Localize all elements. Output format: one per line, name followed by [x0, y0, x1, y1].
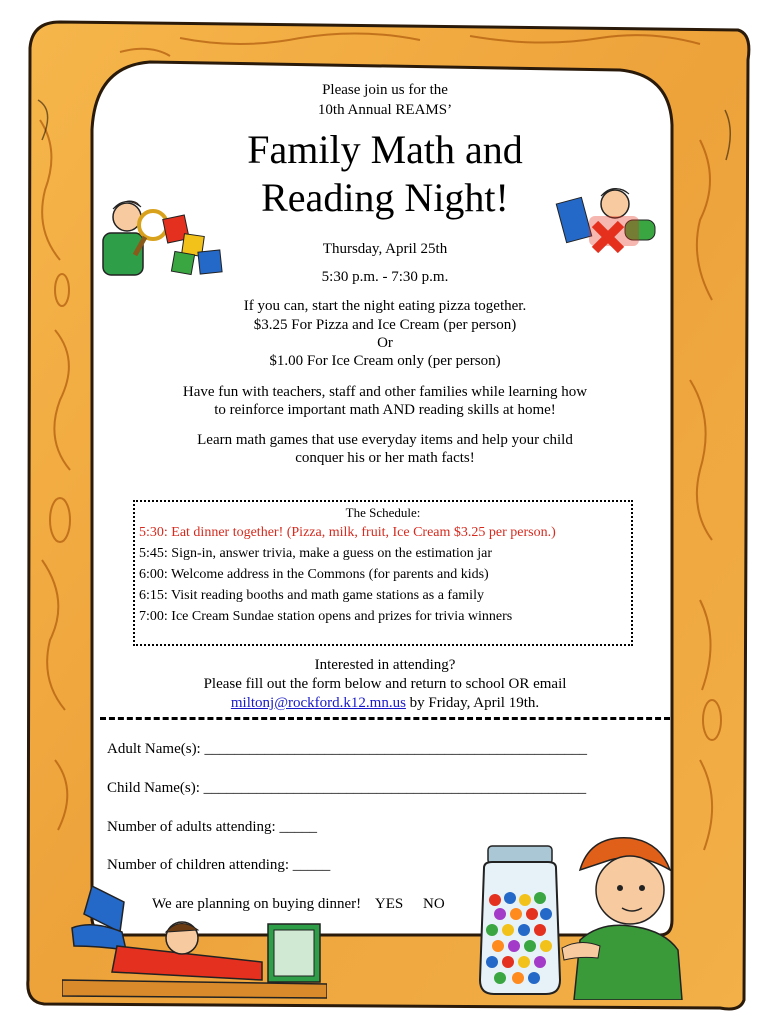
- rsvp-question: Interested in attending?: [314, 657, 456, 673]
- about-p2-line1: Learn math games that use everyday items and help your child: [197, 432, 573, 448]
- event-series: 10th Annual REAMS’: [317, 102, 453, 118]
- dinner-question: [152, 896, 445, 913]
- schedule-box: [133, 500, 633, 646]
- dinner-question-label: We are planning on buying dinner!: [152, 896, 362, 912]
- jellybean-jar-icon: [470, 840, 570, 1000]
- rsvp-email-line: [0, 694, 770, 713]
- boy-thinking-icon: [560, 830, 690, 1000]
- schedule-item: 7:00: Ice Cream Sundae station opens and prizes for trivia winners: [139, 609, 513, 624]
- event-date: Thursday, April 25th: [322, 241, 448, 257]
- about-p1-line1: Have fun with teachers, staff and other families while learning how: [182, 384, 588, 400]
- about-p2-line2: conquer his or her math facts!: [295, 450, 475, 466]
- yes-option[interactable]: YES: [374, 896, 404, 912]
- no-option[interactable]: NO: [423, 896, 445, 912]
- event-time: 5:30 p.m. - 7:30 p.m.: [321, 269, 449, 285]
- cut-line: [100, 717, 670, 720]
- adult-names-field[interactable]: Adult Name(s): ___________________________________________________: [107, 741, 587, 757]
- num-children-field[interactable]: Number of children attending: _____: [107, 857, 331, 873]
- event-title-line2: Reading Night!: [261, 175, 509, 220]
- schedule-item: 5:30: Eat dinner together! (Pizza, milk, fruit, Ice Cream $3.25 per person.): [139, 525, 556, 540]
- rsvp-deadline: by Friday, April 19th.: [405, 695, 540, 711]
- num-adults-field[interactable]: Number of adults attending: _____: [107, 819, 317, 835]
- email-link[interactable]: miltonj@rockford.k12.mn.us: [230, 695, 406, 711]
- schedule-item: 6:00: Welcome address in the Commons (for parents and kids): [139, 567, 489, 582]
- child-names-field[interactable]: Child Name(s): ___________________________________________________: [107, 780, 587, 796]
- pricing-pizza: $3.25 For Pizza and Ice Cream (per person): [253, 317, 517, 333]
- schedule-item: 6:15: Visit reading booths and math game stations as a family: [139, 588, 484, 603]
- pricing-icecream: $1.00 For Ice Cream only (per person): [269, 353, 501, 369]
- schedule-title: The Schedule:: [345, 505, 421, 520]
- invitation-header: [100, 80, 670, 222]
- pricing-or: Or: [377, 335, 393, 351]
- pricing-intro: If you can, start the night eating pizza together.: [243, 298, 527, 314]
- event-title-line1: Family Math and: [247, 127, 523, 172]
- rsvp-instructions: Please fill out the form below and return to school OR email: [203, 676, 567, 692]
- intro-line: Please join us for the: [322, 82, 448, 98]
- about-p1-line2: to reinforce important math AND reading skills at home!: [214, 402, 556, 418]
- schedule-item: 5:45: Sign-in, answer trivia, make a guess on the estimation jar: [139, 546, 493, 561]
